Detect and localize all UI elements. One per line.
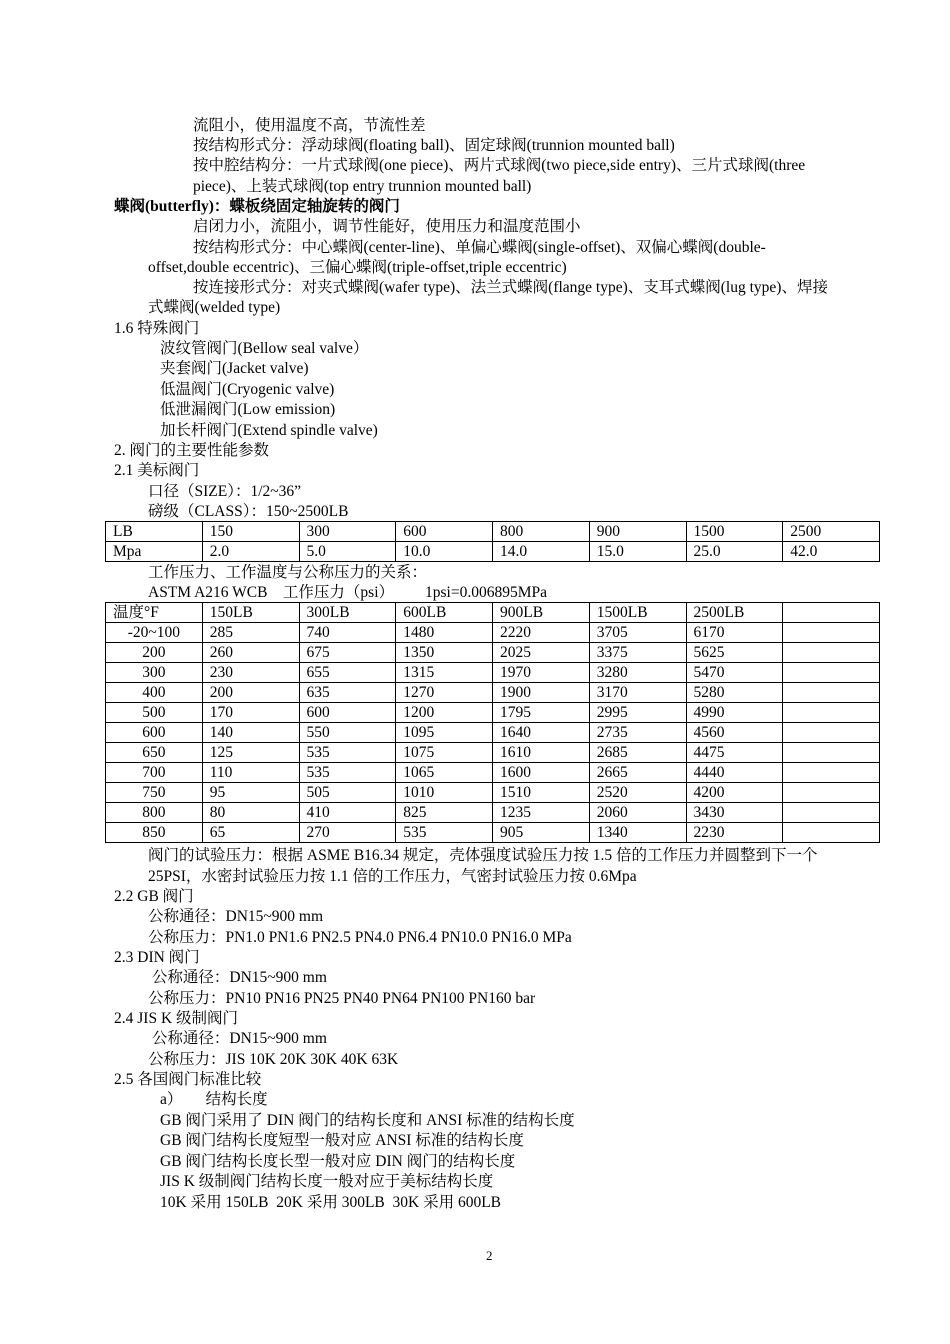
table-cell: 1510: [493, 783, 590, 803]
section-heading: 1.6 特殊阀门: [114, 320, 200, 337]
table-cell: 2230: [686, 823, 783, 843]
text-line: 公称压力：PN10 PN16 PN25 PN40 PN64 PN100 PN160 bar: [148, 990, 536, 1007]
text-line: 公称通径：DN15~900 mm: [148, 969, 327, 986]
table-cell: 3375: [589, 643, 686, 663]
table-header-cell: 温度°F: [106, 603, 203, 623]
section-heading: 2.2 GB 阀门: [114, 888, 194, 905]
table-cell: 2220: [493, 623, 590, 643]
table-cell: 10.0: [396, 542, 493, 562]
text-line: 公称压力：PN1.0 PN1.6 PN2.5 PN4.0 PN6.4 PN10.0 PN16.0 MPa: [148, 929, 572, 946]
table-cell: 6170: [686, 623, 783, 643]
class-table: [105, 521, 880, 562]
table-row: [106, 783, 880, 803]
table-cell: 65: [202, 823, 299, 843]
table-cell: 300: [106, 663, 203, 683]
table-cell: 900: [589, 522, 686, 542]
table-header-cell: 2500LB: [686, 603, 783, 623]
table-cell: [783, 723, 880, 743]
text-line: ASTM A216 WCB 工作压力（psi） 1psi=0.006895MPa: [148, 584, 548, 601]
table-cell: 800: [106, 803, 203, 823]
table-row: [106, 542, 880, 562]
table-cell: 1795: [493, 703, 590, 723]
section-heading: 2. 阀门的主要性能参数: [114, 442, 270, 459]
table-cell: 740: [299, 623, 396, 643]
table-cell: 80: [202, 803, 299, 823]
table-cell: [783, 743, 880, 763]
text-line: 低泄漏阀门(Low emission): [160, 401, 336, 418]
table-cell: 650: [106, 743, 203, 763]
table-cell: 825: [396, 803, 493, 823]
text-line: 磅级（CLASS）：150~2500LB: [148, 503, 349, 520]
table-cell: [783, 783, 880, 803]
table-cell: [783, 623, 880, 643]
table-cell: 535: [299, 763, 396, 783]
table-cell: 270: [299, 823, 396, 843]
table-cell: 1095: [396, 723, 493, 743]
table-cell: 3170: [589, 683, 686, 703]
text-line: GB 阀门采用了 DIN 阀门的结构长度和 ANSI 标准的结构长度: [160, 1112, 575, 1129]
table-cell: 500: [106, 703, 203, 723]
table-cell: 230: [202, 663, 299, 683]
table-cell: 1600: [493, 763, 590, 783]
text-line: GB 阀门结构长度长型一般对应 DIN 阀门的结构长度: [160, 1153, 516, 1170]
text-line: offset,double eccentric)、三偏心蝶阀(triple-offset,triple eccentric): [148, 259, 567, 276]
table-row: [106, 663, 880, 683]
table-cell: 410: [299, 803, 396, 823]
table-cell: [783, 683, 880, 703]
table-cell: 675: [299, 643, 396, 663]
table-cell: [783, 823, 880, 843]
text-line: GB 阀门结构长度短型一般对应 ANSI 标准的结构长度: [160, 1132, 524, 1149]
table-row: [106, 723, 880, 743]
table-row: [106, 763, 880, 783]
table-cell: -20~100: [106, 623, 203, 643]
table-cell: 14.0: [493, 542, 590, 562]
table-cell: 110: [202, 763, 299, 783]
table-row: [106, 522, 880, 542]
text-line: 阀门的试验压力：根据 ASME B16.34 规定，壳体强度试验压力按 1.5 倍的工作压力并圆整到下一个: [148, 847, 818, 864]
text-line: 25PSI，水密封试验压力按 1.1 倍的工作压力，气密封试验压力按 0.6Mpa: [148, 868, 637, 885]
table-cell: 2500: [783, 522, 880, 542]
table-cell: 655: [299, 663, 396, 683]
table-cell: LB: [106, 522, 203, 542]
table-cell: 5280: [686, 683, 783, 703]
table-cell: 170: [202, 703, 299, 723]
text-line: 按连接形式分：对夹式蝶阀(wafer type)、法兰式蝶阀(flange type)、支耳式蝶阀(lug type)、焊接: [193, 279, 828, 296]
table-cell: 1480: [396, 623, 493, 643]
table-header-cell: 1500LB: [589, 603, 686, 623]
table-header-cell: [783, 603, 880, 623]
table-cell: 1235: [493, 803, 590, 823]
table-cell: 5.0: [299, 542, 396, 562]
table-cell: 3280: [589, 663, 686, 683]
table-cell: 800: [493, 522, 590, 542]
table-cell: 905: [493, 823, 590, 843]
table-cell: 5470: [686, 663, 783, 683]
table-row: [106, 823, 880, 843]
table-cell: 1500: [686, 522, 783, 542]
section-heading: 2.4 JIS K 级制阀门: [114, 1010, 239, 1027]
table-row: [106, 623, 880, 643]
text-line: 夹套阀门(Jacket valve): [160, 360, 309, 377]
table-row: [106, 643, 880, 663]
table-cell: 200: [106, 643, 203, 663]
table-header-row: [106, 603, 880, 623]
table-cell: 1640: [493, 723, 590, 743]
table-cell: 1065: [396, 763, 493, 783]
table-cell: 1610: [493, 743, 590, 763]
table-cell: 25.0: [686, 542, 783, 562]
table-cell: 1200: [396, 703, 493, 723]
table-cell: 1340: [589, 823, 686, 843]
table-cell: 2665: [589, 763, 686, 783]
table-cell: 600: [299, 703, 396, 723]
table-cell: 850: [106, 823, 203, 843]
text-line: 按结构形式分：浮动球阀(floating ball)、固定球阀(trunnion mounted ball): [193, 137, 675, 154]
table-cell: 1315: [396, 663, 493, 683]
table-cell: 2060: [589, 803, 686, 823]
page-number: 2: [486, 1248, 493, 1263]
text-line: 工作压力、工作温度与公称压力的关系：: [148, 564, 428, 581]
table-cell: 1900: [493, 683, 590, 703]
table-cell: 750: [106, 783, 203, 803]
table-cell: 42.0: [783, 542, 880, 562]
table-header-cell: 150LB: [202, 603, 299, 623]
table-cell: 4475: [686, 743, 783, 763]
table-cell: 285: [202, 623, 299, 643]
table-cell: 550: [299, 723, 396, 743]
text-line: 公称压力：JIS 10K 20K 30K 40K 63K: [148, 1051, 399, 1068]
text-line: piece)、上装式球阀(top entry trunnion mounted ball): [193, 178, 532, 195]
text-line: 低温阀门(Cryogenic valve): [160, 381, 335, 398]
text-line: 公称通径：DN15~900 mm: [148, 908, 324, 925]
table-cell: 635: [299, 683, 396, 703]
text-line: 启闭力小，流阻小，调节性能好，使用压力和温度范围小: [193, 218, 581, 235]
table-cell: 200: [202, 683, 299, 703]
table-cell: 2520: [589, 783, 686, 803]
text-line: JIS K 级制阀门结构长度一般对应于美标结构长度: [160, 1173, 494, 1190]
table-cell: 600: [396, 522, 493, 542]
table-cell: 2995: [589, 703, 686, 723]
table-cell: [783, 663, 880, 683]
table-cell: 1075: [396, 743, 493, 763]
table-cell: [783, 643, 880, 663]
table-cell: 700: [106, 763, 203, 783]
table-cell: 260: [202, 643, 299, 663]
section-heading: 2.1 美标阀门: [114, 462, 200, 479]
table-cell: Mpa: [106, 542, 203, 562]
table-cell: 2685: [589, 743, 686, 763]
text-line: 按结构形式分：中心蝶阀(center-line)、单偏心蝶阀(single-offset)、双偏心蝶阀(double-: [193, 239, 766, 256]
text-line: 按中腔结构分：一片式球阀(one piece)、两片式球阀(two piece,side entry)、三片式球阀(three: [193, 157, 806, 174]
table-header-cell: 900LB: [493, 603, 590, 623]
table-cell: 4990: [686, 703, 783, 723]
table-cell: 2.0: [202, 542, 299, 562]
text-line: 流阻小，使用温度不高，节流性差: [193, 117, 426, 134]
section-heading: 蝶阀(butterfly)：蝶板绕固定轴旋转的阀门: [114, 198, 400, 215]
table-cell: 600: [106, 723, 203, 743]
table-cell: 4200: [686, 783, 783, 803]
table-cell: 1970: [493, 663, 590, 683]
table-header-cell: 600LB: [396, 603, 493, 623]
text-line: 式蝶阀(welded type): [148, 299, 281, 316]
text-line: 波纹管阀门(Bellow seal valve）: [160, 340, 369, 357]
table-cell: 4440: [686, 763, 783, 783]
pressure-temperature-table: [105, 602, 880, 843]
table-cell: 505: [299, 783, 396, 803]
table-row: [106, 683, 880, 703]
table-cell: 535: [396, 823, 493, 843]
table-header-cell: 300LB: [299, 603, 396, 623]
table-cell: 4560: [686, 723, 783, 743]
table-cell: 125: [202, 743, 299, 763]
section-heading: 2.3 DIN 阀门: [114, 949, 200, 966]
text-line: 公称通径：DN15~900 mm: [148, 1030, 327, 1047]
table-row: [106, 703, 880, 723]
text-line: a） 结构长度: [160, 1091, 268, 1108]
table-cell: 150: [202, 522, 299, 542]
table-cell: 1350: [396, 643, 493, 663]
table-cell: 140: [202, 723, 299, 743]
table-cell: 1010: [396, 783, 493, 803]
table-cell: 3430: [686, 803, 783, 823]
table-cell: 2735: [589, 723, 686, 743]
text-line: 10K 采用 150LB 20K 采用 300LB 30K 采用 600LB: [160, 1194, 502, 1211]
table-cell: [783, 803, 880, 823]
table-cell: 535: [299, 743, 396, 763]
table-cell: [783, 763, 880, 783]
table-cell: 300: [299, 522, 396, 542]
table-cell: 400: [106, 683, 203, 703]
text-line: 口径（SIZE）：1/2~36”: [148, 483, 302, 500]
table-cell: 1270: [396, 683, 493, 703]
table-cell: 15.0: [589, 542, 686, 562]
table-row: [106, 803, 880, 823]
table-cell: 5625: [686, 643, 783, 663]
section-heading: 2.5 各国阀门标准比较: [114, 1071, 262, 1088]
table-cell: 95: [202, 783, 299, 803]
table-cell: [783, 703, 880, 723]
text-line: 加长杆阀门(Extend spindle valve): [160, 422, 378, 439]
table-cell: 2025: [493, 643, 590, 663]
table-row: [106, 743, 880, 763]
table-cell: 3705: [589, 623, 686, 643]
